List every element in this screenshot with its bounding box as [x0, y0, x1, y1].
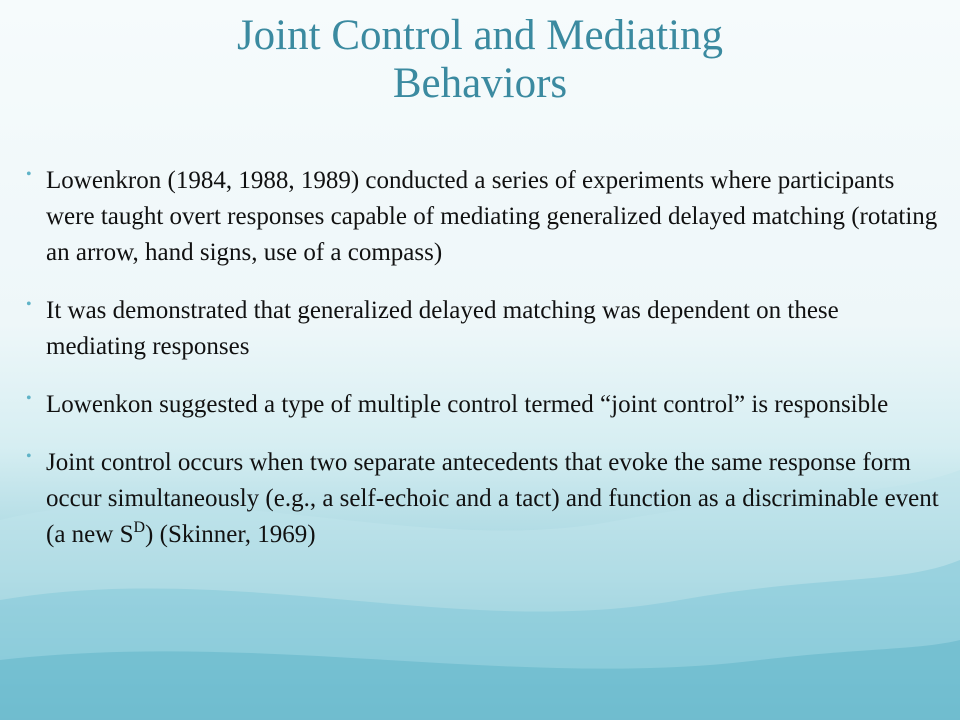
slide-title-line-2: Behaviors [392, 60, 568, 107]
bullet-item-4 [22, 445, 942, 553]
bullet-text-4-part-1: Joint control occurs when two separate antecedents that evoke the same response form occur simultaneously (e.g., a self-echoic and a tact) and function as a discriminable event (a new S [46, 449, 939, 548]
bullet-text-4-superscript: D [133, 519, 146, 536]
bullet-item-1 [22, 163, 942, 271]
bullet-text-4-part-2: ) (Skinner, 1969) [145, 521, 316, 548]
bullet-dot-icon: • [26, 390, 32, 407]
bullet-dot-icon: • [26, 296, 32, 313]
bullet-text-4 [46, 445, 942, 553]
bullet-item-2 [22, 293, 942, 365]
bullet-text-3: Lowenkon suggested a type of multiple control termed “joint control” is responsible [46, 391, 889, 418]
slide-title-line-1: Joint Control and Mediating [236, 12, 724, 59]
bullet-text-2: It was demonstrated that generalized delayed matching was dependent on these mediating responses [46, 297, 839, 360]
bullet-list [22, 163, 942, 575]
bullet-dot-icon: • [26, 166, 32, 183]
bullet-dot-icon: • [26, 448, 32, 465]
bullet-text-1: Lowenkron (1984, 1988, 1989) conducted a series of experiments where participants were taught overt responses capable of mediating generalized delayed matching (rotating an arrow, hand signs, use of a compass) [46, 167, 938, 266]
bullet-item-3 [22, 387, 942, 423]
slide-title [60, 12, 900, 108]
